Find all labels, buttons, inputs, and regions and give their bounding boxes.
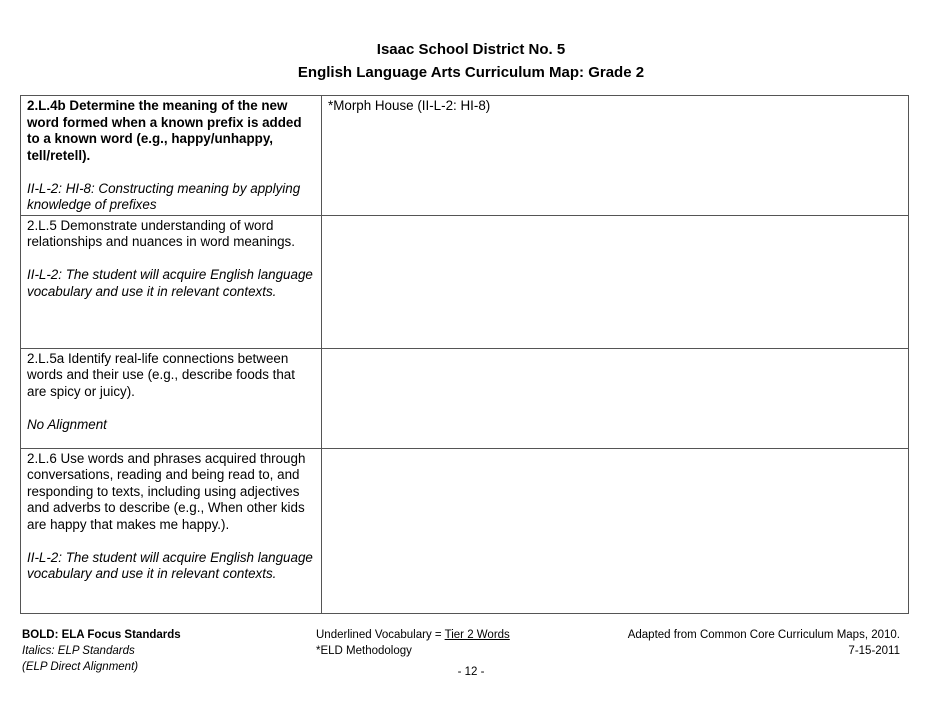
standard-cell [21, 96, 322, 216]
elp-text: II-L-2: HI-8: Constructing meaning by applying knowledge of prefixes [27, 180, 301, 212]
table-row [21, 96, 909, 216]
table-row [21, 215, 909, 348]
standard-cell [21, 348, 322, 448]
underline-legend-prefix: Underlined Vocabulary = [316, 629, 445, 641]
standard-text: 2.L.5a Identify real-life connections between words and their use (e.g., describe foods that are spicy or juicy). [27, 350, 295, 399]
standard-text: 2.L.4b Determine the meaning of the new word formed when a known prefix is added to a known word (e.g., happy/unhappy, tell/retell). [27, 98, 302, 163]
italics-legend: Italics: ELP Standards [22, 645, 135, 657]
bold-legend: BOLD: ELA Focus Standards [22, 629, 181, 641]
standard-cell [21, 448, 322, 613]
elp-direct-legend: (ELP Direct Alignment) [22, 661, 139, 673]
resource-cell [322, 348, 909, 448]
elp-text: II-L-2: The student will acquire English language vocabulary and use it in relevant contexts. [27, 267, 313, 299]
standard-text: 2.L.6 Use words and phrases acquired through conversations, reading and being read to, and responding to texts, including using adjectives and adverbs to describe (e.g., When other kids are happy that makes me happy.). [27, 450, 306, 532]
elp-text: II-L-2: The student will acquire English language vocabulary and use it in relevant contexts. [27, 549, 313, 581]
elp-text: No Alignment [27, 416, 107, 432]
page-number: - 12 - [457, 666, 485, 678]
district-title: Isaac School District No. 5 [376, 41, 566, 58]
table-row [21, 448, 909, 613]
standard-text: 2.L.5 Demonstrate understanding of word relationships and nuances in word meanings. [27, 217, 295, 249]
standard-cell [21, 215, 322, 348]
underline-legend [316, 627, 510, 643]
resource-cell [322, 215, 909, 348]
revision-date: 7-15-2011 [848, 645, 900, 657]
eld-methodology-legend: *ELD Methodology [316, 645, 412, 657]
resource-cell [322, 96, 909, 216]
tier-2-words-label: Tier 2 Words [444, 629, 510, 641]
resource-cell [322, 448, 909, 613]
footer-source [600, 627, 900, 659]
footer-legend-middle [316, 627, 510, 659]
resource-text: *Morph House (II-L-2: HI-8) [328, 98, 491, 113]
table-row [21, 348, 909, 448]
curriculum-map-title: English Language Arts Curriculum Map: Grade 2 [297, 64, 645, 81]
adapted-from-note: Adapted from Common Core Curriculum Maps, 2010. [627, 629, 900, 641]
curriculum-table [20, 95, 909, 614]
